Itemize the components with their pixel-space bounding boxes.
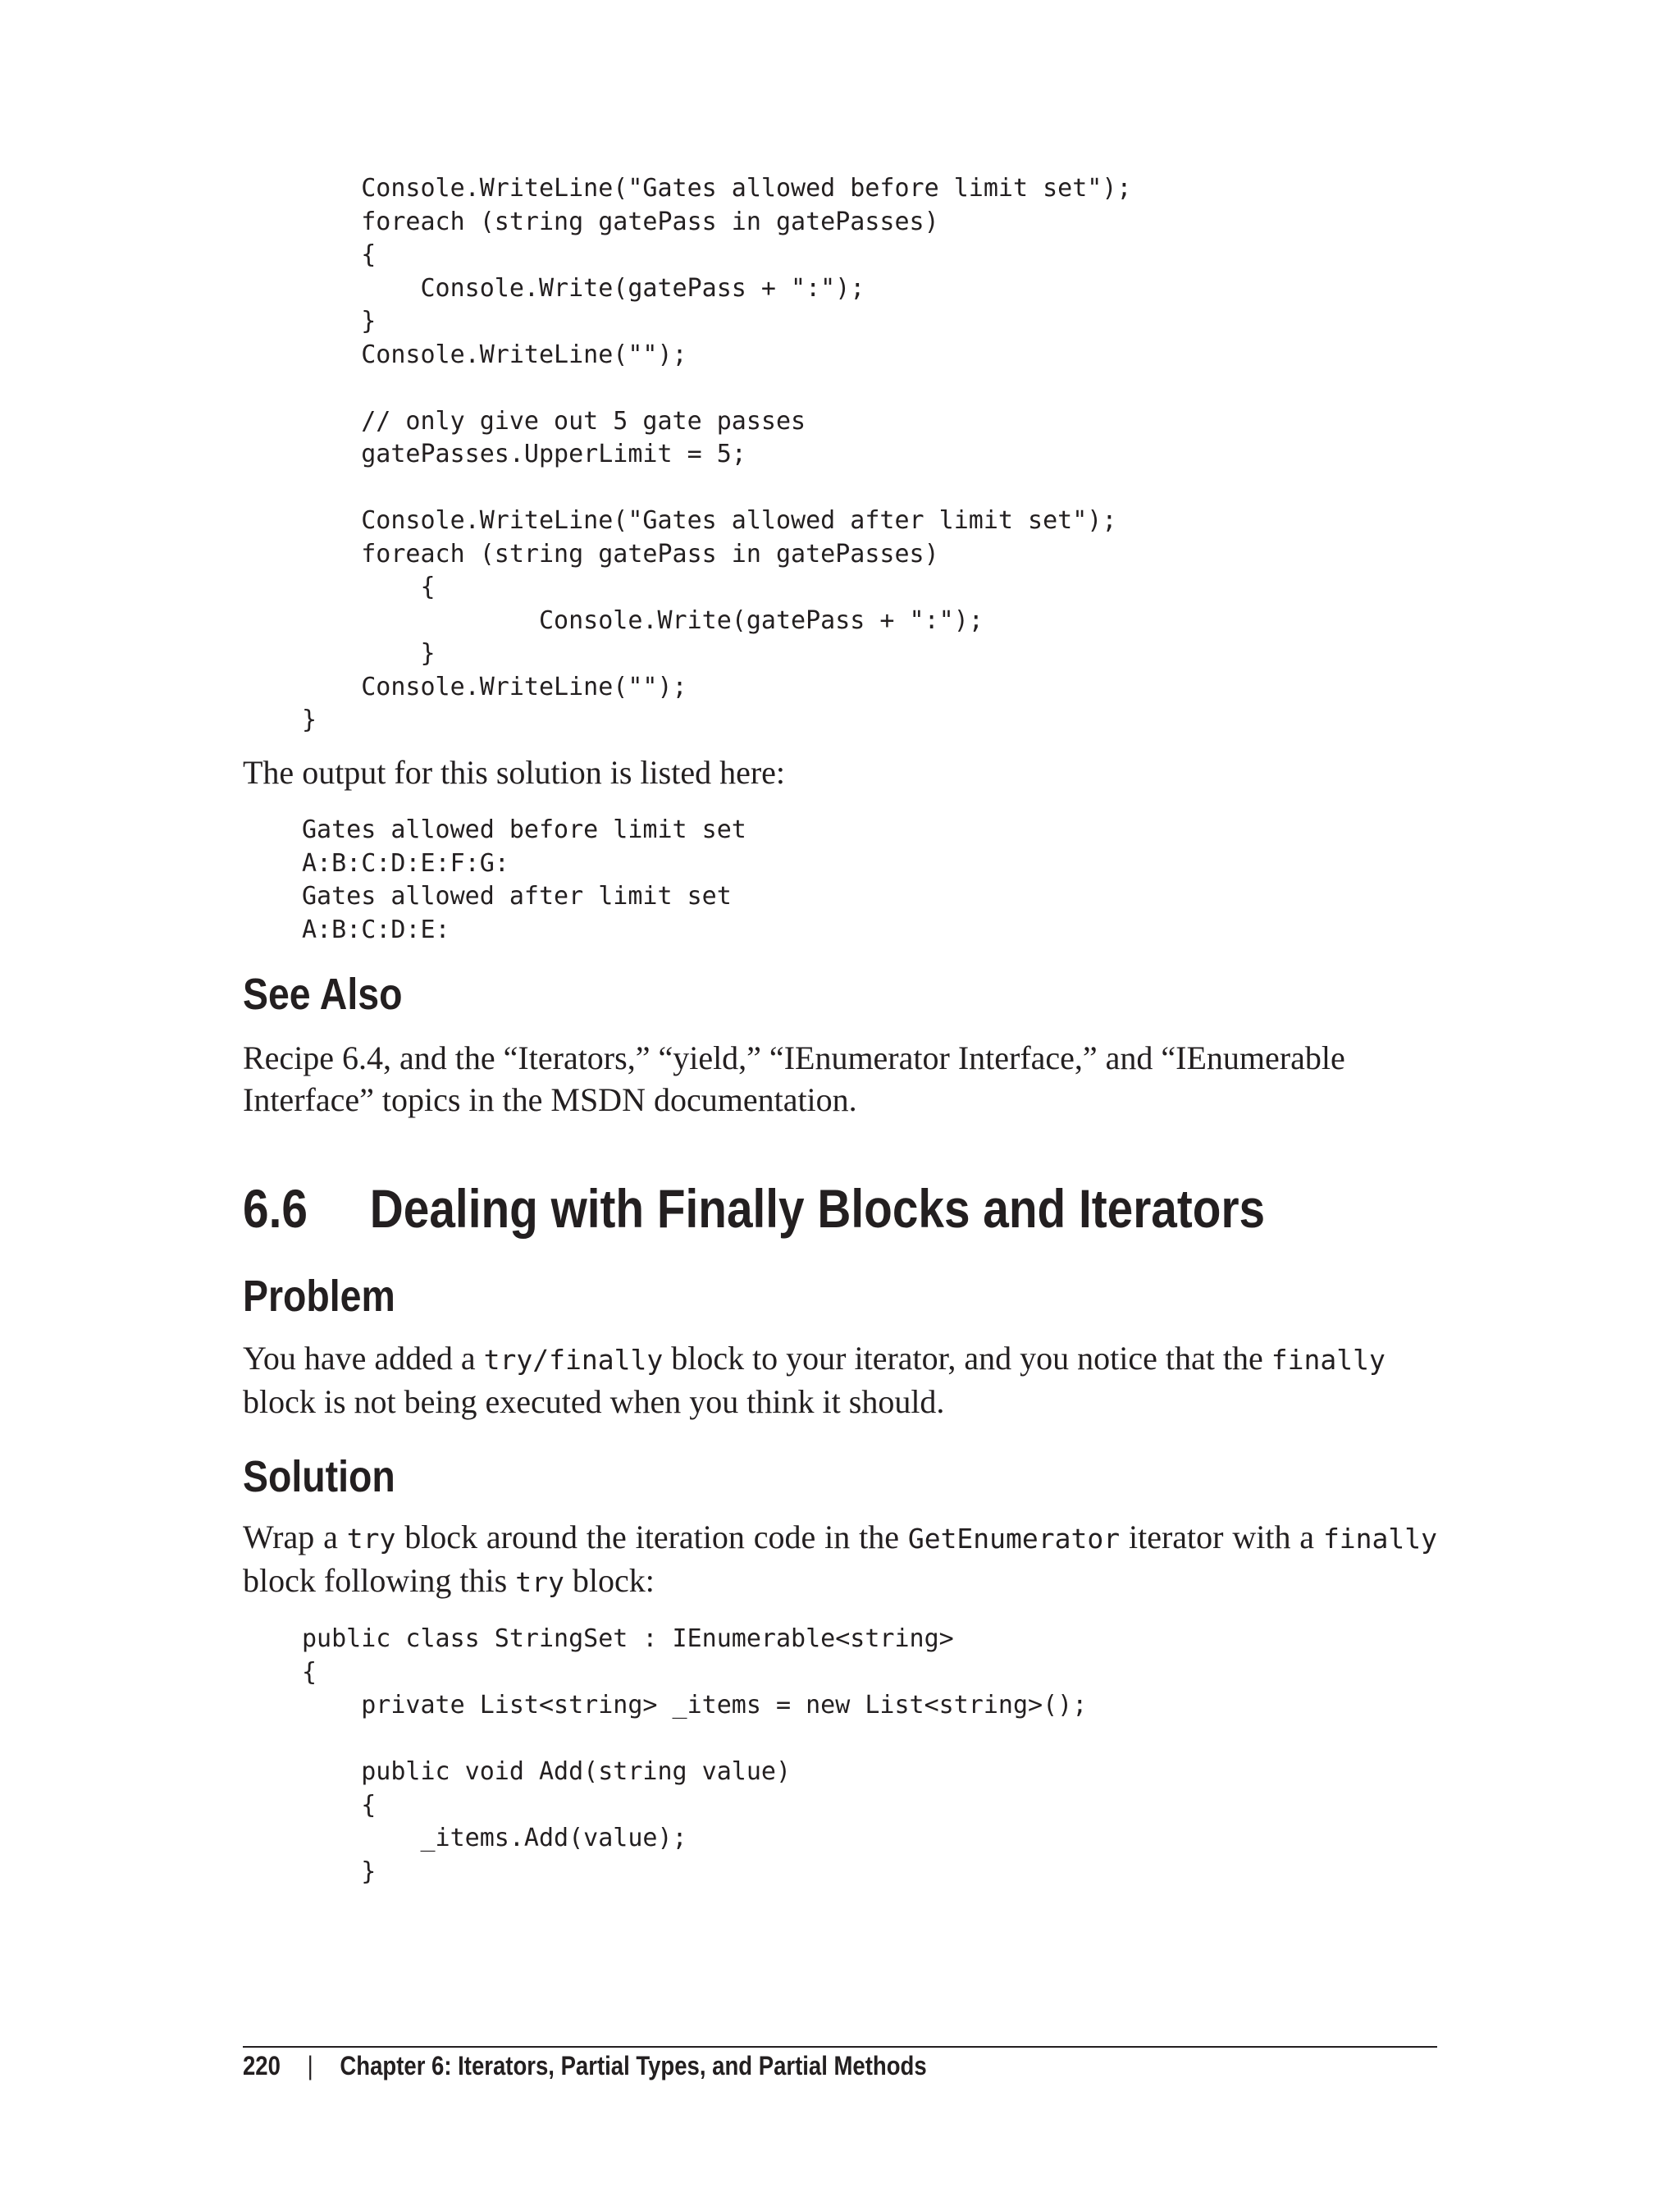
page-footer [243,2048,927,2084]
problem-text-2: block to your iterator, and you notice that the [663,1340,1271,1377]
problem-text-1: You have added a [243,1340,484,1377]
footer-separator: | [307,2051,313,2080]
solution-text-5: block: [564,1562,655,1599]
solution-text-2: block around the iteration code in the [395,1519,908,1555]
code-listing-gatepasses: Console.WriteLine("Gates allowed before limit set"); foreach (string gatePass in gatePasses) { Console.Write(gatePass + ":"); } Console.WriteLine(""); // only give out 5 gate passes gatePasses.UpperLimit = 5; Console.WriteLine("Gates allowed after limit set"); foreach (string gatePass in gatePasses) { Console.Write(gatePass + ":"); } Console.WriteLine(""); } [302,174,1132,734]
solution-paragraph [243,1516,1437,1603]
solution-code-3: finally [1322,1523,1438,1555]
solution-code-1: try [346,1523,396,1555]
solution-text-3: iterator with a [1120,1519,1323,1555]
solution-code-2: GetEnumerator [907,1523,1121,1555]
section-heading [243,1176,1265,1240]
section-title: Dealing with Finally Blocks and Iterators [369,1178,1266,1239]
problem-heading: Problem [243,1272,395,1321]
section-number: 6.6 [243,1178,308,1239]
solution-text-1: Wrap a [243,1519,347,1555]
problem-paragraph [243,1337,1437,1423]
chapter-title: Chapter 6: Iterators, Partial Types, and Partial Methods [340,2051,927,2080]
see-also-heading: See Also [243,970,403,1019]
solution-code-4: try [515,1566,564,1598]
see-also-paragraph: Recipe 6.4, and the “Iterators,” “yield,” “IEnumerator Interface,” and “IEnumerable Interface” topics in the MSDN documentation. [243,1039,1345,1118]
problem-text-3: block is not being executed when you think it should. [243,1383,945,1420]
solution-heading: Solution [243,1452,395,1501]
output-intro-paragraph: The output for this solution is listed here: [243,754,786,791]
solution-text-4: block following this [243,1562,516,1599]
page-number: 220 [243,2051,281,2080]
problem-code-2: finally [1271,1344,1386,1376]
program-output-listing: Gates allowed before limit set A:B:C:D:E:F:G: Gates allowed after limit set A:B:C:D:E: [302,815,746,944]
problem-code-1: try/finally [483,1344,664,1376]
code-listing-stringset: public class StringSet : IEnumerable<string> { private List<string> _items = new List<string>(); public void Add(string value) { _items.Add(value); } [302,1624,1088,1886]
